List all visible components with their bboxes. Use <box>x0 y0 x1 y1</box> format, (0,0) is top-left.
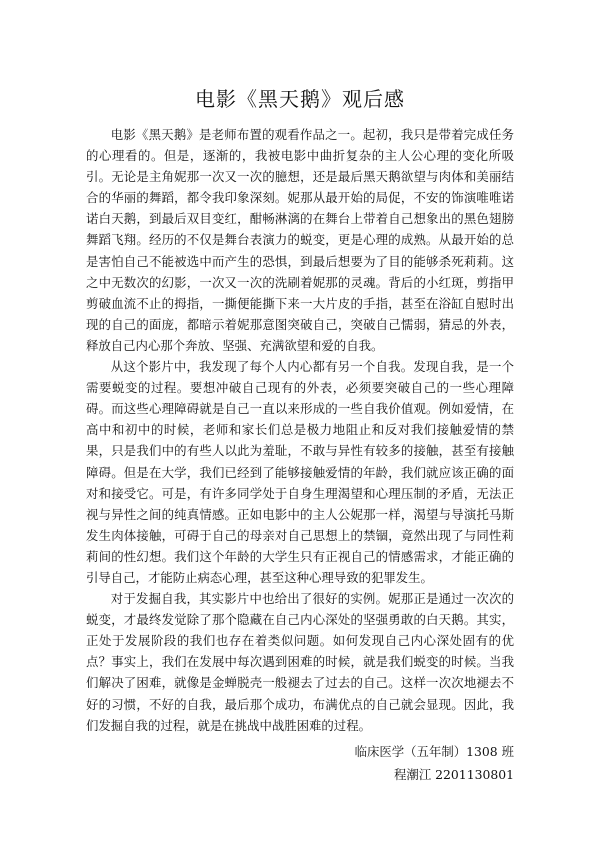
signature-author: 程潮江 2201130801 <box>394 766 514 782</box>
paragraph-3: 对于发掘自我，其实影片中也给出了很好的实例。妮那正是通过一次次的蜕变，才最终发觉除了那个隐藏在自己内心深处的坚强勇敢的白天鹅。其实，正处于发展阶段的我们也存在着类似问题。如何发现自己内心深处固有的优点？事实上，我们在发展中每次遇到困难的时候，就是我们蜕变的时候。当我们解决了困难，就像是金蝉脱壳一般褪去了过去的自己。这样一次次地褪去不好的习惯，不好的自我，最后那个成功，布满优点的自己就会显现。因此，我们发掘自我的过程，就是在挑战中战胜困难的过程。 <box>86 591 514 733</box>
paragraph-1: 电影《黑天鹅》是老师布置的观看作品之一。起初，我只是带着完成任务的心理看的。但是，逐渐的，我被电影中曲折复杂的主人公心理的变化所吸引。无论是主角妮那一次又一次的臆想，还是最后黑天鹅欲望与肉体和美丽结合的华丽的舞蹈，都令我印象深刻。妮那从最开始的局促，不安的饰演唯唯诺诺白天鹅，到最后双目变红，酣畅淋漓的在舞台上带着自己想象出的黑色翅膀舞蹈飞翔。经历的不仅是舞台表演力的蜕变，更是心理的成熟。从最开始的总是害怕自己不能被选中而产生的恐惧，到最后想要为了目的能够杀死莉莉。这之中无数次的幻影，一次又一次的洗刷着妮那的灵魂。背后的小红斑，剪指甲剪破血流不止的拇指，一撕便能撕下来一大片皮的手指，甚至在浴缸自慰时出现的自己的面庞，都暗示着妮那意图突破自己，突破自己懦弱，猜忌的外表，释放自己内心那个奔放、坚强、充满欲望和爱的自我。 <box>86 127 514 353</box>
paragraph-2: 从这个影片中，我发现了每个人内心都有另一个自我。发现自我，是一个需要蜕变的过程。要想冲破自己现有的外表，必须要突破自己的一些心理障碍。而这些心理障碍就是自己一直以来形成的一些自我价值观。例如爱情，在高中和初中的时候，老师和家长们总是极力地阻止和反对我们接触爱情的禁果，只是我们中的有些人以此为羞耻，不敢与异性有较多的接触，甚至有接触障碍。但是在大学，我们已经到了能够接触爱情的年龄，我们就应该正确的面对和接受它。可是，有许多同学处于自身生理渴望和心理压制的矛盾，无法正视与异性之间的纯真情感。正如电影中的主人公妮那一样，渴望与导演托马斯发生肉体接触，可碍于自己的母亲对自己思想上的禁锢，竟然出现了与同性莉莉间的性幻想。我们这个年龄的大学生只有正视自己的情感需求，才能正确的引导自己，才能防止病态心理，甚至这种心理导致的犯罪发生。 <box>86 359 514 585</box>
page-title: 电影《黑天鹅》观后感 <box>195 87 405 111</box>
signature-class: 临床医学（五年制）1308 班 <box>354 743 514 759</box>
signature-block <box>86 740 514 786</box>
